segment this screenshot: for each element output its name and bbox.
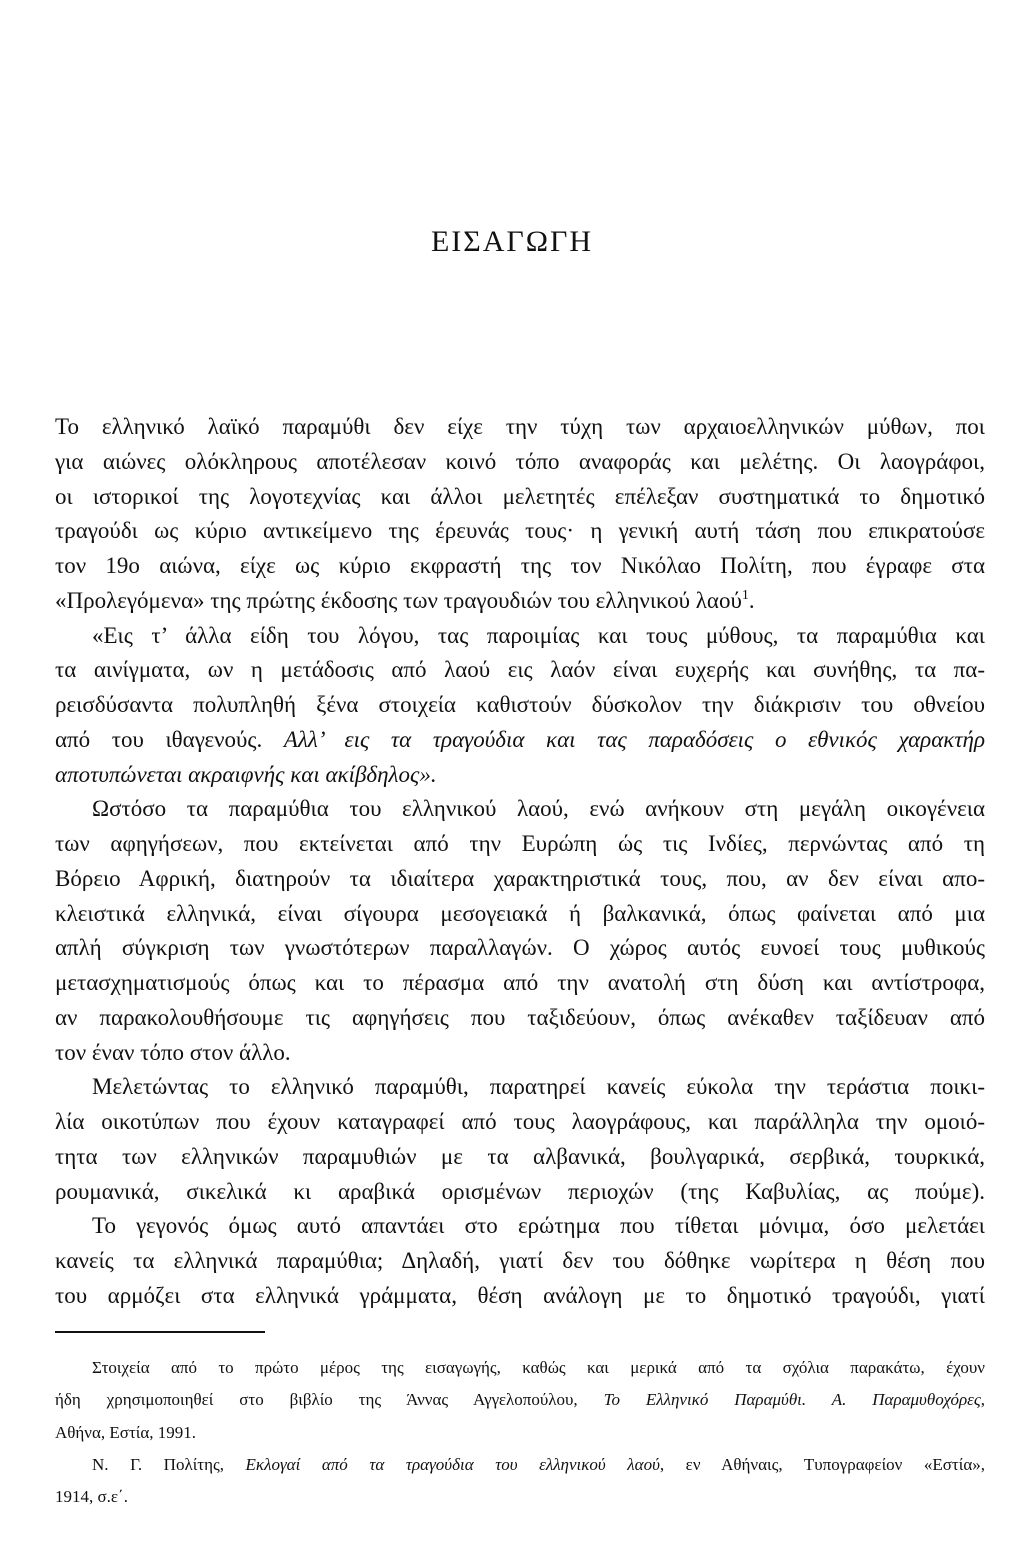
text-line: τητα των ελληνικών παραμυθιών με τα αλβανικά, βουλγαρικά, σερβικά, τουρκικά, xyxy=(55,1143,985,1169)
text-line: Ωστόσο τα παραμύθια του ελληνικού λαού, ενώ ανήκουν στη μεγάλη οικογένεια xyxy=(92,796,985,822)
footnotes xyxy=(55,1352,985,1513)
text-line: «Εις τ’ άλλα είδη του λόγου, τας παροιμίας και τους μύθους, τα παραμύθια και xyxy=(92,622,985,648)
text-line: αποτυπώνεται ακραιφνής και ακίβδηλος». xyxy=(55,761,437,787)
footnote-text: Ν. Γ. Πολίτης, xyxy=(92,1454,224,1474)
footnote-line xyxy=(55,1449,985,1481)
text-line: των αφηγήσεων, που εκτείνεται από την Ευρώπη ώς τις Ινδίες, περνώντας από τη xyxy=(55,831,985,856)
text-line: απλή σύγκριση των γνωστότερων παραλλαγών. Ο χώρος αυτός ευνοεί τους μυθικούς xyxy=(55,935,985,961)
italic-text: Αλλ’ εις τα τραγούδια και τας παραδόσεις ο εθνικός χαρακτήρ xyxy=(283,726,985,752)
italic-text: Εκλογαί από τα τραγούδια του ελληνικού λαού xyxy=(245,1454,660,1474)
text-line: Μελετώντας το ελληνικό παραμύθι, παρατηρεί κανείς εύκολα την τεράστια ποικι- xyxy=(92,1074,985,1100)
text-line: μετασχηματισμούς όπως και το πέρασμα από την ανατολή στη δύση και αντίστροφα, xyxy=(55,970,985,995)
text-line: του αρμόζει στα ελληνικά γράμματα, θέση ανάλογη με το δημοτικό τραγούδι, γιατί xyxy=(55,1282,985,1308)
footnote-separator xyxy=(55,1331,265,1333)
body-text xyxy=(55,410,985,1314)
text-line: οι ιστορικοί της λογοτεχνίας και άλλοι μελετητές επέλεξαν συστηματικά το δημοτικό xyxy=(55,483,985,509)
text-line: κανείς τα ελληνικά παραμύθια; Δηλαδή, γιατί δεν του δόθηκε νωρίτερα η θέση που xyxy=(55,1248,985,1273)
text-line: αν παρακολουθήσουμε τις αφηγήσεις που ταξιδεύουν, όπως ανέκαθεν ταξίδευαν από xyxy=(55,1004,985,1030)
footnote-line: Αθήνα, Εστία, 1991. xyxy=(55,1422,197,1442)
text-line: Το γεγονός όμως αυτό απαντάει στο ερώτημα που τίθεται μόνιμα, όσο μελετάει xyxy=(92,1213,985,1239)
line-text: «Προλεγόμενα» της πρώτης έκδοσης των τραγουδιών του ελληνικού λαού xyxy=(55,587,742,613)
text-line: ρεισδύσαντα πολυπληθή ξένα στοιχεία καθιστούν δύσκολον την διάκρισιν του οθνείου xyxy=(55,692,985,717)
text-line: Βόρειο Αφρική, διατηρούν τα ιδιαίτερα χαρακτηριστικά τους, που, αν δεν είναι απο- xyxy=(55,865,985,891)
text-line: τραγούδι ως κύριο αντικείμενο της έρευνάς τους· η γενική αυτή τάση που επικρατούσε xyxy=(55,518,985,544)
line-tail: . xyxy=(748,587,755,613)
footnote-line: 1914, σ.ε΄. xyxy=(55,1487,128,1507)
text-line: Το ελληνικό λαϊκό παραμύθι δεν είχε την τύχη των αρχαιοελληνικών μύθων, ποι xyxy=(55,414,985,439)
text-line: κλειστικά ελληνικά, είναι σίγουρα μεσογειακά ή βαλκανικά, όπως φαίνεται από μια xyxy=(55,900,985,926)
italic-text: Το Ελληνικό Παραμύθι. Α. Παραμυθοχόρες xyxy=(603,1390,981,1410)
footnote-line xyxy=(55,1384,985,1416)
text-line xyxy=(55,584,985,619)
text-line: τα αινίγματα, ων η μετάδοσις από λαού εις λαόν είναι ευχερής και συνήθης, τα πα- xyxy=(55,657,985,683)
page-title: ΕΙΣΑΓΩΓΗ xyxy=(430,225,594,258)
text-line: τον έναν τόπο στον άλλο. xyxy=(55,1039,291,1065)
text-line: λία οικοτύπων που έχουν καταγραφεί από τους λαογράφους, και παράλληλα την ομοιό- xyxy=(55,1109,985,1134)
footnote-tail: , xyxy=(980,1390,985,1410)
footnote-ref: 1 xyxy=(741,587,749,603)
text-line xyxy=(55,723,985,758)
text-line: για αιώνες ολόκληρους αποτέλεσαν κοινό τόπο αναφοράς και μελέτης. Οι λαογράφοι, xyxy=(55,448,985,474)
footnote-line: Στοιχεία από το πρώτο μέρος της εισαγωγής, καθώς και μερικά από τα σχόλια παρακάτω, έχουν xyxy=(92,1358,985,1377)
text-line: ρουμανικά, σικελικά κι αραβικά ορισμένων περιοχών (της Καβυλίας, ας πούμε). xyxy=(55,1178,985,1204)
footnote-tail: , εν Αθήναις, Τυπογραφείον «Εστία», xyxy=(659,1454,985,1474)
footnote-text: ήδη χρησιμοποιηθεί στο βιβλίο της Άννας Αγγελοπούλου, xyxy=(55,1390,578,1410)
line-text: από του ιθαγενούς. xyxy=(55,726,263,752)
text-line: τον 19ο αιώνα, είχε ως κύριο εκφραστή της τον Νικόλαο Πολίτη, που έγραφε στα xyxy=(55,553,985,578)
